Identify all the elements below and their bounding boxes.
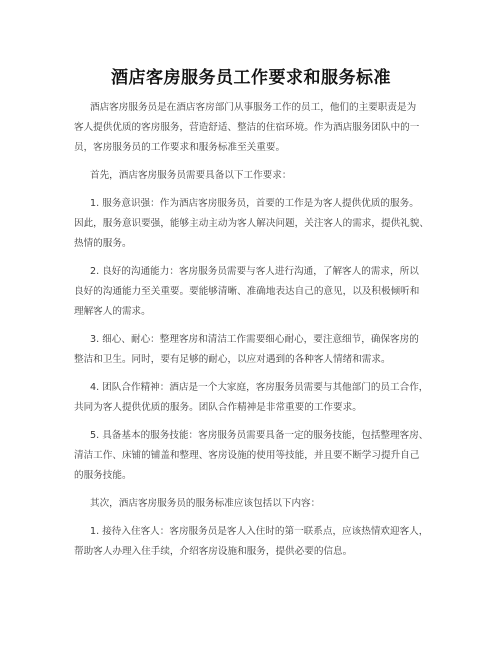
paragraph-line: 客人提供优质的客房服务，营造舒适、整洁的住宿环境。作为酒店服务团队中的一 (74, 122, 420, 133)
paragraph-line: 整洁和卫生。同时，要有足够的耐心，以应对遇到的各种客人情绪和需求。 (74, 354, 391, 365)
paragraph-line: 良好的沟通能力至关重要。要能够清晰、准确地表达自己的意见，以及积极倾听和 (74, 286, 420, 297)
paragraph-line: 共同为客人提供优质的服务。团队合作精神是非常重要的工作要求。 (74, 402, 362, 413)
paragraph-requirement-2 (74, 262, 436, 322)
paragraph-requirements-intro (74, 166, 436, 186)
document-body (74, 98, 436, 570)
paragraph-requirement-3 (74, 330, 436, 370)
paragraph-line: 1. 接待入住客人：客房服务员是客人入住时的第一联系点，应该热情欢迎客人， (90, 526, 429, 537)
paragraph-line: 1. 服务意识强：作为酒店客房服务员，首要的工作是为客人提供优质的服务。 (90, 198, 419, 209)
paragraph-line: 5. 具备基本的服务技能：客房服务员需要具备一定的服务技能，包括整理客房、 (90, 430, 429, 441)
paragraph-line: 3. 细心、耐心：整理客房和清洁工作需要细心耐心，要注意细节，确保客房的 (90, 334, 419, 345)
paragraph-line: 帮助客人办理入住手续，介绍客房设施和服务，提供必要的信息。 (74, 546, 353, 557)
paragraph-standards-intro (74, 494, 436, 514)
paragraph-line: 4. 团队合作精神：酒店是一个大家庭，客房服务员需要与其他部门的员工合作， (90, 382, 429, 393)
paragraph-line: 热情的服务。 (74, 238, 132, 249)
paragraph-line: 因此，服务意识要强，能够主动主动为客人解决问题，关注客人的需求，提供礼貌、 (74, 218, 429, 229)
paragraph-line: 清洁工作、床铺的铺盖和整理、客房设施的使用等技能，并且要不断学习提升自己 (74, 450, 420, 461)
document-title: 酒店客房服务员工作要求和服务标准 (111, 68, 391, 88)
paragraph-line: 的服务技能。 (74, 470, 132, 481)
paragraph-requirement-1 (74, 194, 436, 254)
paragraph-line: 首先，酒店客房服务员需要具备以下工作要求： (90, 170, 292, 181)
paragraph-line: 理解客人的需求。 (74, 306, 151, 317)
paragraph-intro (74, 98, 436, 158)
paragraph-line: 酒店客房服务员是在酒店客房部门从事服务工作的员工，他们的主要职责是为 (90, 102, 417, 113)
paragraph-requirement-4 (74, 378, 436, 418)
paragraph-standard-1 (74, 522, 436, 562)
paragraph-requirement-5 (74, 426, 436, 486)
paragraph-line: 其次，酒店客房服务员的服务标准应该包括以下内容： (90, 498, 321, 509)
paragraph-line: 员，客房服务员的工作要求和服务标准至关重要。 (74, 142, 286, 153)
paragraph-line: 2. 良好的沟通能力：客房服务员需要与客人进行沟通，了解客人的需求，所以 (90, 266, 419, 277)
